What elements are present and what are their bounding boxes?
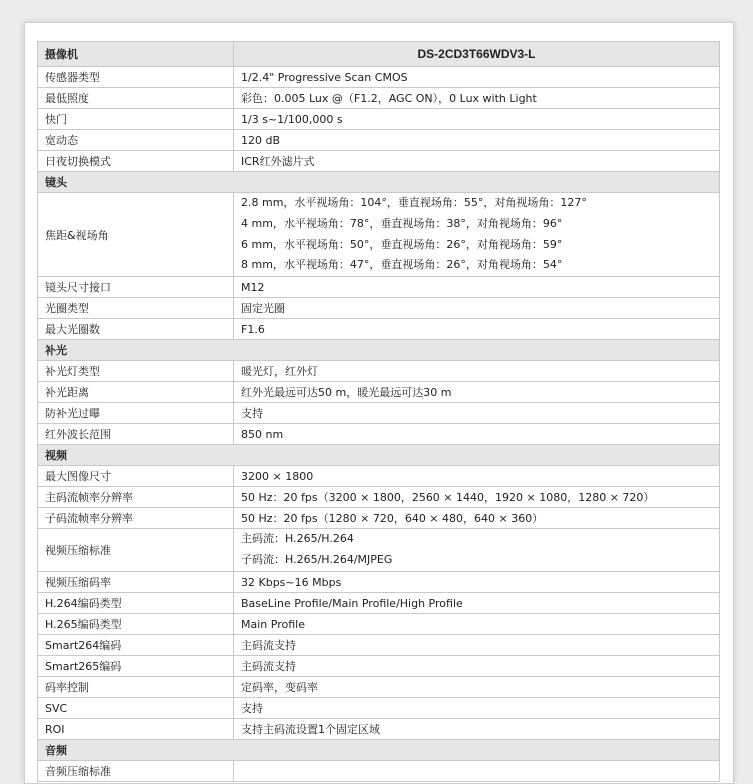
table-row — [38, 67, 720, 88]
row-label: Smart264编码 — [38, 635, 234, 656]
table-row — [38, 593, 720, 614]
row-label: H.265编码类型 — [38, 614, 234, 635]
focal-line: 4 mm，水平视场角：78°，垂直视场角：38°，对角视场角：96° — [241, 216, 563, 230]
row-label: 视频压缩标准 — [38, 529, 234, 572]
section-row-video — [38, 445, 720, 466]
focal-line: 8 mm，水平视场角：47°，垂直视场角：26°，对角视场角：54° — [241, 258, 563, 272]
row-value-multiline — [234, 193, 720, 277]
spec-table — [37, 41, 720, 782]
row-value: BaseLine Profile/Main Profile/High Profile — [234, 593, 720, 614]
table-row — [38, 529, 720, 572]
row-label: 光圈类型 — [38, 298, 234, 319]
row-value-multiline — [234, 529, 720, 572]
table-row — [38, 130, 720, 151]
row-value: 支持 — [234, 403, 720, 424]
table-row — [38, 656, 720, 677]
row-label: 传感器类型 — [38, 67, 234, 88]
row-value: F1.6 — [234, 319, 720, 340]
row-label: 红外波长范围 — [38, 424, 234, 445]
row-label: 视频压缩码率 — [38, 572, 234, 593]
row-label: 补光距离 — [38, 382, 234, 403]
row-label: 最大光圈数 — [38, 319, 234, 340]
row-label: 主码流帧率分辨率 — [38, 487, 234, 508]
section-title: 镜头 — [38, 172, 720, 193]
table-row — [38, 635, 720, 656]
row-value: 主码流支持 — [234, 656, 720, 677]
table-row — [38, 572, 720, 593]
row-label: H.264编码类型 — [38, 593, 234, 614]
focal-line: 2.8 mm，水平视场角：104°，垂直视场角：55°，对角视场角：127° — [241, 196, 587, 209]
focal-line: 6 mm，水平视场角：50°，垂直视场角：26°，对角视场角：59° — [241, 237, 563, 251]
table-row — [38, 319, 720, 340]
spec-sheet-page — [24, 22, 734, 784]
row-value: 50 Hz：20 fps（3200 × 1800，2560 × 1440，1920 × 1080，1280 × 720） — [234, 487, 720, 508]
row-value: 32 Kbps~16 Mbps — [234, 572, 720, 593]
row-value — [234, 761, 720, 782]
row-value: 定码率，变码率 — [234, 677, 720, 698]
row-value: M12 — [234, 277, 720, 298]
row-label: Smart265编码 — [38, 656, 234, 677]
row-value: 3200 × 1800 — [234, 466, 720, 487]
section-row-audio — [38, 740, 720, 761]
compression-line: 主码流：H.265/H.264 — [241, 532, 354, 546]
table-row — [38, 614, 720, 635]
row-value: 固定光圈 — [234, 298, 720, 319]
row-label: ROI — [38, 719, 234, 740]
row-value: 850 nm — [234, 424, 720, 445]
row-label: 快门 — [38, 109, 234, 130]
table-row — [38, 508, 720, 529]
row-label: 最低照度 — [38, 88, 234, 109]
table-row — [38, 109, 720, 130]
row-value: 1/2.4" Progressive Scan CMOS — [234, 67, 720, 88]
row-label: 码率控制 — [38, 677, 234, 698]
section-title: 视频 — [38, 445, 720, 466]
table-row — [38, 761, 720, 782]
row-label: 日夜切换模式 — [38, 151, 234, 172]
row-value: 红外光最远可达50 m，暖光最远可达30 m — [234, 382, 720, 403]
row-label: 补光灯类型 — [38, 361, 234, 382]
row-value: 主码流支持 — [234, 635, 720, 656]
table-header-row — [38, 42, 720, 67]
row-value: 支持 — [234, 698, 720, 719]
row-label: 最大图像尺寸 — [38, 466, 234, 487]
table-row — [38, 382, 720, 403]
row-value: Main Profile — [234, 614, 720, 635]
row-label: 子码流帧率分辨率 — [38, 508, 234, 529]
section-row-light — [38, 340, 720, 361]
table-row — [38, 677, 720, 698]
table-row — [38, 193, 720, 277]
row-value: 支持主码流设置1个固定区域 — [234, 719, 720, 740]
compression-line: 子码流：H.265/H.264/MJPEG — [241, 553, 393, 567]
table-row — [38, 403, 720, 424]
table-row — [38, 361, 720, 382]
row-value: ICR红外滤片式 — [234, 151, 720, 172]
table-row — [38, 298, 720, 319]
row-value: 暖光灯，红外灯 — [234, 361, 720, 382]
table-row — [38, 424, 720, 445]
table-row — [38, 487, 720, 508]
row-value: 彩色：0.005 Lux @（F1.2，AGC ON），0 Lux with Light — [234, 88, 720, 109]
table-row — [38, 277, 720, 298]
row-value: 1/3 s~1/100,000 s — [234, 109, 720, 130]
row-label: 防补光过曝 — [38, 403, 234, 424]
section-row-lens — [38, 172, 720, 193]
table-row — [38, 151, 720, 172]
header-label: 摄像机 — [38, 42, 234, 67]
section-title: 音频 — [38, 740, 720, 761]
table-row — [38, 88, 720, 109]
table-row — [38, 466, 720, 487]
row-label: 焦距&视场角 — [38, 193, 234, 277]
row-label: 宽动态 — [38, 130, 234, 151]
section-title: 补光 — [38, 340, 720, 361]
row-label: 音频压缩标准 — [38, 761, 234, 782]
model-name: DS-2CD3T66WDV3-L — [234, 42, 720, 67]
row-value: 50 Hz：20 fps（1280 × 720，640 × 480，640 × 360） — [234, 508, 720, 529]
row-value: 120 dB — [234, 130, 720, 151]
row-label: 镜头尺寸接口 — [38, 277, 234, 298]
table-row — [38, 698, 720, 719]
row-label: SVC — [38, 698, 234, 719]
table-row — [38, 719, 720, 740]
